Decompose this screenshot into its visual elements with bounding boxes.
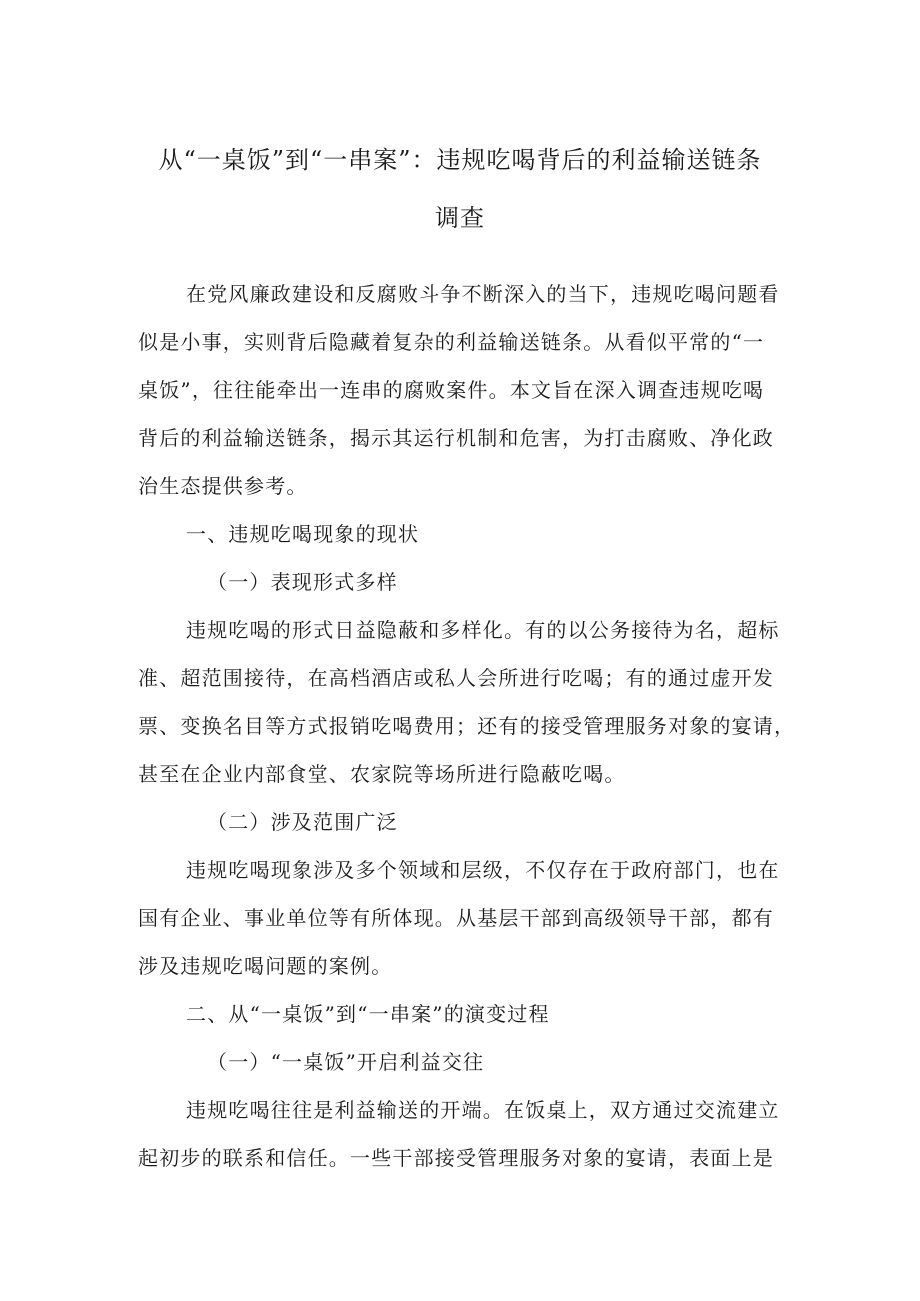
section-1-sub-2-body-line: 违规吃喝现象涉及多个领域和层级，不仅存在于政府部门，也在 xyxy=(186,858,780,882)
section-1-sub-1-body-line: 违规吃喝的形式日益隐蔽和多样化。有的以公务接待为名，超标 xyxy=(186,618,780,642)
section-1-heading: 一、违规吃喝现象的现状 xyxy=(186,522,420,546)
section-2-sub-1-body-line: 违规吃喝往往是利益输送的开端。在饭桌上，双方通过交流建立 xyxy=(186,1098,780,1122)
section-2-heading: 二、从“一桌饭”到“一串案”的演变过程 xyxy=(186,1002,550,1026)
document-title-line-1: 从“一桌饭”到“一串案”：违规吃喝背后的利益输送链条 xyxy=(158,146,762,174)
intro-paragraph-line: 在党风廉政建设和反腐败斗争不断深入的当下，违规吃喝问题看 xyxy=(186,282,780,306)
section-1-sub-2-body-line: 国有企业、事业单位等有所体现。从基层干部到高级领导干部，都有 xyxy=(138,906,774,930)
intro-paragraph-line: 背后的利益输送链条，揭示其运行机制和危害，为打击腐败、净化政 xyxy=(138,426,774,450)
document-title-line-2: 调查 xyxy=(435,204,485,232)
intro-paragraph-line: 治生态提供参考。 xyxy=(138,474,308,498)
section-1-sub-2-body-line: 涉及违规吃喝问题的案例。 xyxy=(138,954,393,978)
section-1-sub-1-body-line: 甚至在企业内部食堂、农家院等场所进行隐蔽吃喝。 xyxy=(138,762,626,786)
section-1-subheading-2: （二）涉及范围广泛 xyxy=(207,810,398,834)
section-1-sub-1-body-line: 票、变换名目等方式报销吃喝费用；还有的接受管理服务对象的宴请， xyxy=(138,714,796,738)
section-2-subheading-1: （一）“一桌饭”开启利益交往 xyxy=(207,1050,485,1074)
section-2-sub-1-body-line: 起初步的联系和信任。一些干部接受管理服务对象的宴请，表面上是 xyxy=(138,1146,774,1170)
section-1-subheading-1: （一）表现形式多样 xyxy=(207,570,398,594)
intro-paragraph-line: 似是小事，实则背后隐藏着复杂的利益输送链条。从看似平常的“一 xyxy=(138,330,765,354)
intro-paragraph-line: 桌饭”，往往能牵出一连串的腐败案件。本文旨在深入调查违规吃喝 xyxy=(138,378,765,402)
section-1-sub-1-body-line: 准、超范围接待，在高档酒店或私人会所进行吃喝；有的通过虚开发 xyxy=(138,666,774,690)
